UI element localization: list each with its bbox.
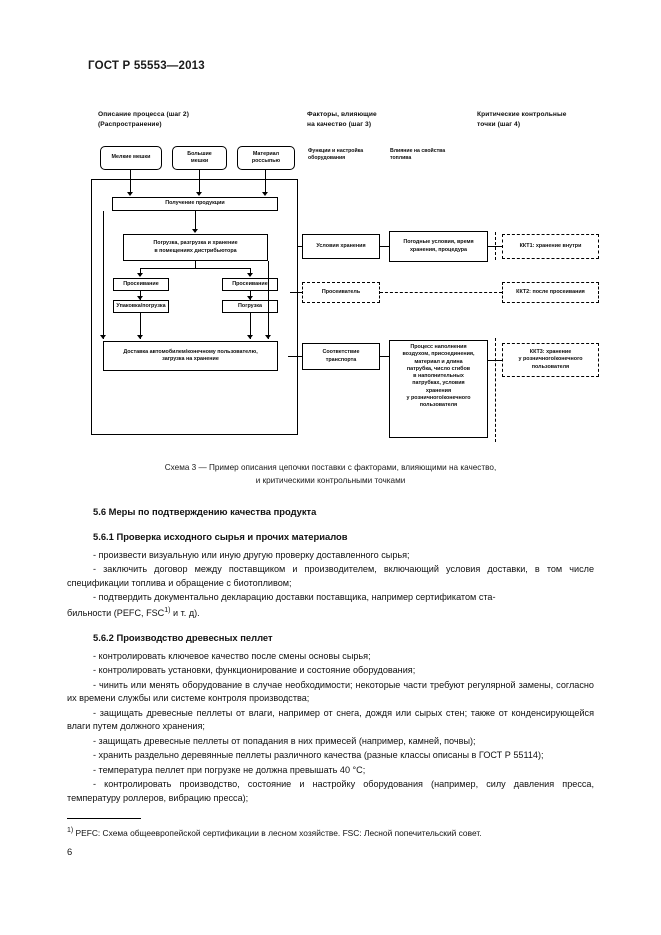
list-item: - произвести визуальную или иную другую проверку доставленного сырья; bbox=[93, 549, 410, 560]
list-item: - контролировать производство, состояние и настройку оборудования (например, силу давления пресса, температуру роллеров, вибрацию пресса); bbox=[67, 779, 594, 803]
diagram-node-pack-load: Упаковка/погрузка bbox=[113, 300, 169, 313]
diagram-node-weather-conditions: Погодные условия, время хранения, процедура bbox=[389, 231, 488, 262]
connector-storage-to-weather bbox=[380, 246, 389, 247]
list-item: - чинить или менять оборудование в случае необходимости; некоторые части требуют регулярной замены, согласно их времени службы или системе контроля производства; bbox=[67, 679, 594, 704]
arrowhead-bypass-right bbox=[265, 335, 271, 339]
connector-process-to-storage bbox=[298, 246, 302, 247]
list-item: - контролировать установки, функционирование и состояние оборудования; bbox=[93, 665, 416, 676]
list-item: - подтвердить документально декларацию доставки поставщика, например сертификатом ста- bbox=[93, 592, 496, 603]
diagram-node-big-bags: Большие мешки bbox=[172, 146, 227, 170]
arrowhead-handling bbox=[192, 229, 198, 233]
connector-sieve-to-ccp2 bbox=[380, 292, 502, 293]
list-item: - хранить раздельно деревянные пеллеты различного качества (разные классы описаны в ГОСТ Р 55114); bbox=[93, 750, 544, 761]
figure-caption: Схема 3 — Пример описания цепочки поставки с факторами, влияющими на качество, и критическими контрольными точками bbox=[164, 463, 497, 485]
connector-bypass-right bbox=[268, 261, 269, 339]
heading-5-6: 5.6 Меры по подтверждению качества продукта bbox=[93, 506, 317, 517]
connector-transport-to-filling bbox=[380, 356, 389, 357]
list-item: - защищать древесные пеллеты от попадания в них примесей (например, камней, почвы); bbox=[93, 735, 476, 746]
arrowhead-sieving-right bbox=[247, 273, 253, 277]
connector-split-horizontal bbox=[140, 268, 250, 269]
connector-bypass-left bbox=[103, 211, 104, 339]
diagram-node-sieving-right: Просеивание bbox=[222, 278, 278, 291]
connector-process-to-sieve bbox=[290, 292, 302, 293]
arrowhead-packload-down bbox=[137, 335, 143, 339]
body-content bbox=[67, 505, 594, 806]
list-item-continued: бильности (PEFC, FSC$^{1)}$ и т. д). bbox=[67, 606, 200, 618]
diagram-node-receive-product: Получение продукции bbox=[112, 197, 278, 211]
diagram-node-ccp2: ККТ2: после просеивания bbox=[502, 282, 599, 303]
guide-ccp3 bbox=[495, 338, 496, 442]
list-item: - контролировать ключевое качество после смены основы сырья; bbox=[93, 651, 371, 662]
footnote-number: 1) bbox=[67, 827, 74, 834]
list-item: - температура пеллет при погрузке не должна превышать 40 °С; bbox=[93, 764, 366, 775]
footnote: $^{1)}$ PEFC: Схема общеевропейской сертификации в лесном хозяйстве. FSC: Лесной попечительский совет. bbox=[67, 827, 482, 838]
diagram-node-small-bags: Мелкие мешки bbox=[100, 146, 162, 170]
arrowhead-bypass-left bbox=[100, 335, 106, 339]
diagram-node-transport-conformity: Соответствие транспорта bbox=[302, 343, 380, 370]
connector-process-to-transport bbox=[288, 356, 302, 357]
footnote-separator bbox=[67, 818, 141, 819]
diagram-node-bulk-material: Материал россыпью bbox=[237, 146, 295, 170]
footnote-marker: 1) bbox=[164, 606, 171, 614]
diagram-node-distributor-handling: Погрузка, разгрузка и хранение в помещениях дистрибьютора bbox=[123, 234, 268, 261]
heading-5-6-1: 5.6.1 Проверка исходного сырья и прочих материалов bbox=[93, 530, 348, 542]
diagram-node-ccp3: ККТ3: хранение у розничного/конечного пользователя bbox=[502, 343, 599, 377]
guide-ccp1 bbox=[495, 232, 496, 260]
diagram-node-load: Погрузка bbox=[222, 300, 278, 313]
page-number: 6 bbox=[67, 846, 73, 857]
diagram-sublabel-equipment: Функции и настройка оборудования bbox=[308, 148, 364, 162]
arrowhead-sieving-left bbox=[137, 273, 143, 277]
arrowhead-load-down bbox=[247, 335, 253, 339]
heading-5-6-2: 5.6.2 Производство древесных пеллет bbox=[93, 632, 273, 644]
list-item: - защищать древесные пеллеты от влаги, например от снега, дождя или сырых стен; также от конденсирующейся влаги путем должного хранения; bbox=[67, 707, 594, 732]
diagram-column-title-factors: Факторы, влияющие на качество (шаг 3) bbox=[307, 111, 377, 128]
diagram-node-ccp1: ККТ1: хранение внутри bbox=[502, 234, 599, 259]
diagram-node-filling-process: Процесс наполнения воздухом, присоединения, материал и длина патрубка, число сгибов в наполнительных патрубках, условия хранения у розничного/конечного пользователя bbox=[389, 340, 488, 438]
diagram-node-sieving-left: Просеивание bbox=[113, 278, 169, 291]
diagram-column-title-ccp: Критические контрольные точки (шаг 4) bbox=[477, 111, 567, 128]
document-header: ГОСТ Р 55553—2013 bbox=[88, 60, 205, 72]
diagram-node-sieve-device: Просеиватель bbox=[302, 282, 380, 303]
list-item: - заключить договор между поставщиком и производителем, включающий условия доставки, в том числе спецификации топлива и обращение с биотопливом; bbox=[67, 564, 594, 588]
diagram-sublabel-fuel-properties: Влияние на свойства топлива bbox=[390, 148, 446, 162]
diagram-node-storage-conditions: Условия хранения bbox=[302, 234, 380, 259]
diagram-node-delivery: Доставка автомобилем/конечному пользователю, загрузка на хранение bbox=[103, 341, 278, 371]
diagram-column-title-process: Описание процесса (шаг 2) (Распространение) bbox=[98, 111, 190, 128]
